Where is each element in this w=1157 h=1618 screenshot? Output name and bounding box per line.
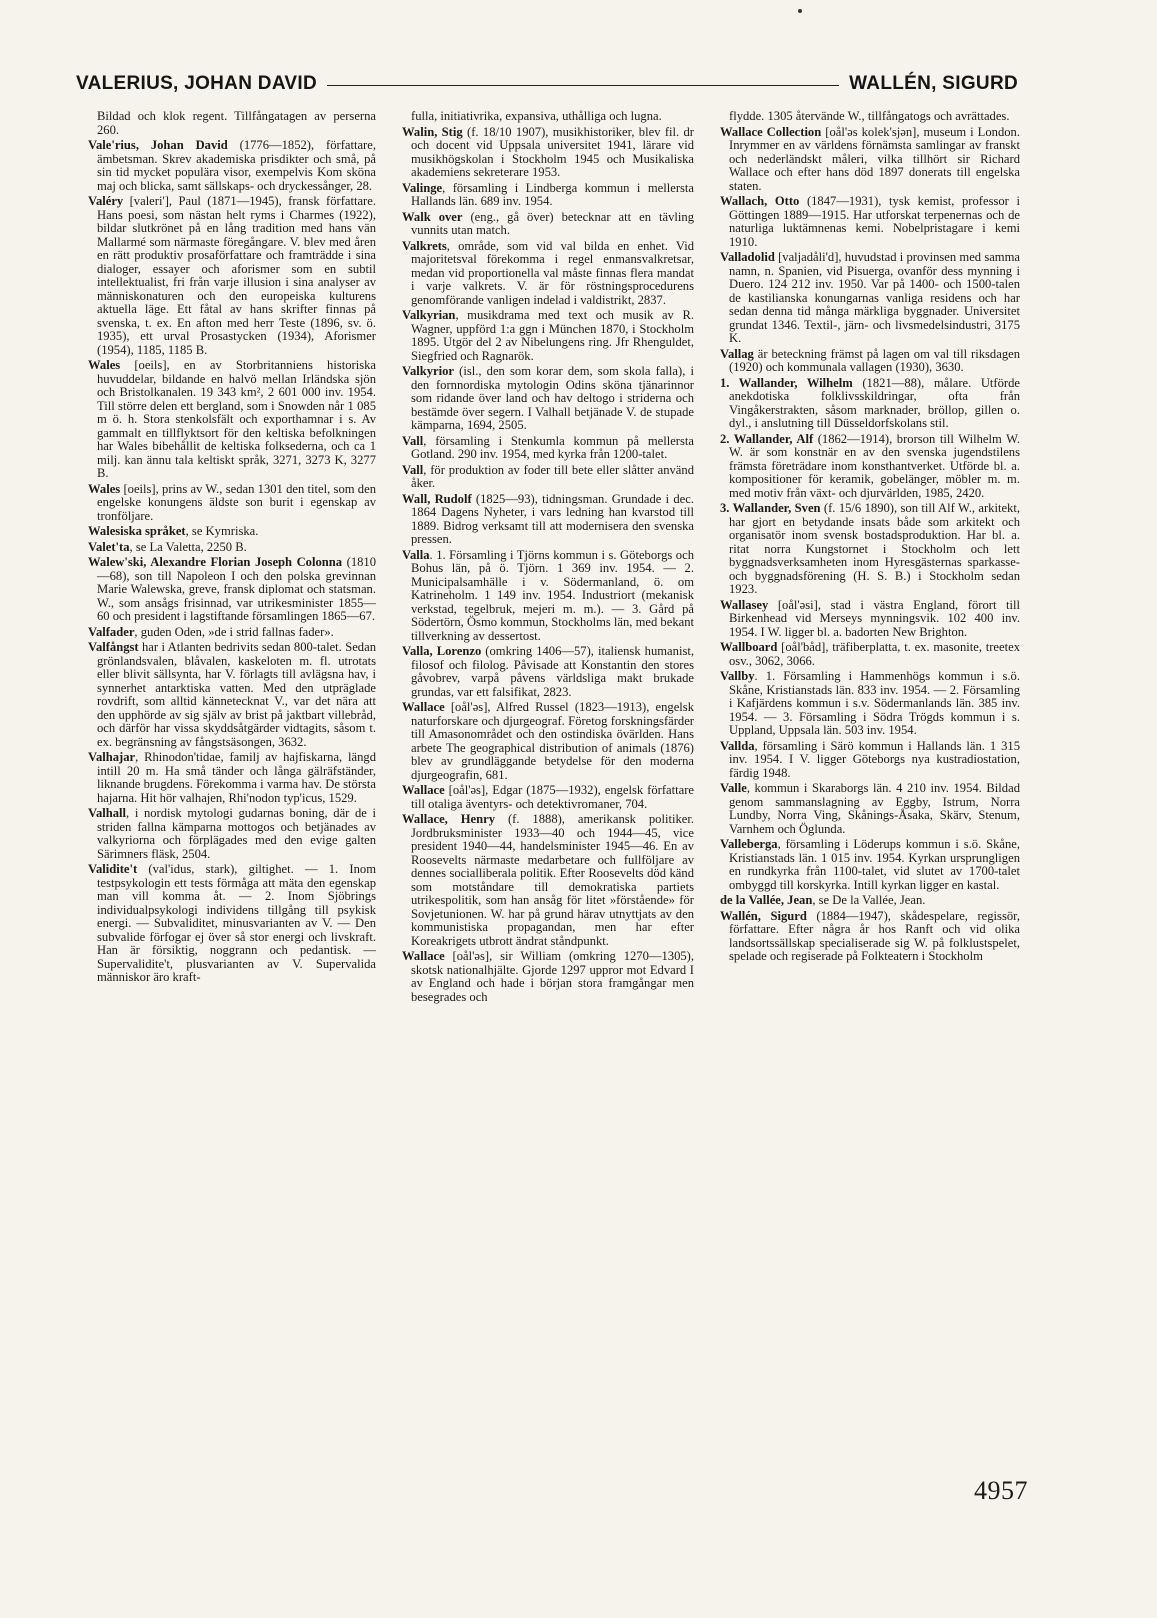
- dictionary-entry: [88, 525, 376, 539]
- entry-headword: Walin, Stig: [402, 124, 463, 139]
- entry-headword: Wallén, Sigurd: [720, 908, 807, 923]
- entry-text: (f. 1888), amerikansk politiker. Jordbruksminister 1933—40 och 1944—45, vice president 1940—44, handelsminister 1945—46. En av Roosevelts närmaste medarbetare och fullföljare av dennes socialliberala politik. Efter Roosevelts död känd som motståndare till demokratiska partiets utrikespolitik, som han ansåg för litet »förstående» för Sovjetunionen. W. har på grund härav utnyttjats av den kommunistiska propagandan, men har efter Koreakrigets utbrott ändrat ståndpunkt.: [411, 812, 694, 948]
- dictionary-entry: [720, 377, 1020, 431]
- entry-headword: Wales: [88, 358, 121, 372]
- entry-text: (f. 15/6 1890), son till Alf W., arkitekt, har gjort en betydande insats både som arkitekt och organisatör inom svensk bostadsproduktion. Har bl. a. ritat norra Kungstornet i Stockholm och lett byggnadsverksamheten inom Hyresgästernas sparkasse- och byggnadsförening (H. S. B.) i Stockholm sedan 1923.: [729, 501, 1020, 596]
- entry-headword: Vallda: [720, 738, 755, 753]
- entry-text: (val'idus, stark), giltighet. — 1. Inom testpsykologin ett tests förmåga att mäta den egenskap man vill komma åt. — 2. Inom Sjöbrings individualpsykologi individens tillgång till psykisk energi. — Subvaliditet, minusvarianten av V. — Den subvalide förfogar ej över så stor energi och livskraft. Han är försiktig, noggrann och pedantisk. — Supervalidite't, plusvarianten av V. Supervalida människor äro kraft-: [97, 862, 376, 984]
- entry-text: , församling i Lindberga kommun i mellersta Hallands län. 689 inv. 1954.: [411, 180, 694, 208]
- dictionary-entry: [720, 433, 1020, 501]
- entry-headword: Valinge: [402, 180, 443, 195]
- entry-text: har i Atlanten bedrivits sedan 800-talet. Sedan grönlandsvalen, blåvalen, kaskeloten m. fl. utrotats eller blivit sällsynta, har V. förlagts till avlägsna hav, i synnerhet antarktiska vatten. Med den utpräglade rovdrift, som alltid kännetecknat V., var det nära att den upphörde av sig själv av brist på jaktbart villebråd, och därför har vissa skyddsåtgärder vidtagits, såsom t. ex. begränsning av fångstsäsongen, 3632.: [97, 640, 376, 749]
- entry-text: är beteckning främst på lagen om val till riksdagen (1920) och kommunala vallagen (1930), 3630.: [729, 346, 1020, 374]
- entry-headword: Valle: [720, 781, 747, 795]
- page-number: 4957: [974, 1476, 1028, 1505]
- entry-headword: Valfader: [88, 624, 135, 639]
- entry-text: , se La Valetta, 2250 B.: [129, 539, 247, 554]
- entry-text: , guden Oden, »de i strid fallnas fader».: [134, 624, 334, 639]
- entry-text: (1825—93), tidningsman. Grundade i dec. 1864 Dagens Nyheter, i vars ledning han kvarstod till 1889. Bidrog verksamt till att modernisera den svenska pressen.: [411, 491, 694, 546]
- dictionary-entry: [402, 493, 694, 547]
- entry-headword: Walew'ski, Alexandre Florian Joseph Colonna: [88, 555, 343, 569]
- dictionary-entry: [720, 126, 1020, 194]
- entry-text: [oeils], en av Storbritanniens historiska huvuddelar, bildande en halvö mellan Irländska sjön och Bristolkanalen. 19 343 km², 2 601 000 inv. 1954. Till större delen ett bergland, som i Snowden når 1 085 m ö. h. Stora stenkolsfält och exporthamnar i s. Av gammalt en tillflyktsort för den keltiska befolkningen har Wales bibehållit de keltiska folksederna, och ca 1 milj. kan ännu tala keltiskt språk, 3271, 3273 K, 3277 B.: [97, 358, 376, 480]
- entry-text: [oål'əs], Alfred Russel (1823—1913), engelsk naturforskare och djurgeograf. Företog forskningsfärder till Amasonområdet och den ostindiska övärlden. Hans arbete The geographical distribution of animals (1876) blev av grundläggande betydelse för den moderna djurgeografin, 681.: [411, 700, 694, 782]
- entry-headword: Wallboard: [720, 640, 778, 654]
- entry-headword: Valhall: [88, 806, 127, 820]
- dictionary-entry: [402, 211, 694, 238]
- entry-headword: Valladolid: [720, 250, 775, 264]
- entry-headword: Valkyrian: [402, 308, 456, 322]
- dictionary-entry: [402, 701, 694, 782]
- entry-text: , kommun i Skaraborgs län. 4 210 inv. 1954. Bildad genom sammanslagning av Eggby, Istrum, Norra Lundby, Norra Ving, Skånings-Åsaka, Skärv, Stenum, Varnhem och Öglunda.: [729, 781, 1020, 836]
- dictionary-entry: [402, 435, 694, 462]
- entry-text: [oål'əs], Edgar (1875—1932), engelsk författare till otaliga äventyrs- och detektivromaner, 704.: [411, 783, 694, 811]
- dictionary-entry: [88, 556, 376, 624]
- continued-entry: [88, 110, 376, 137]
- dictionary-entry: [402, 813, 694, 948]
- dictionary-entry: [720, 838, 1020, 892]
- entry-text: (1821—88), målare. Utförde anekdotiska folklivsskildringar, ofta från Vingåkerstrakten, såsom marknader, bröllop, gillen o. dyl., i anslutning till Düsseldorfskolans stil.: [729, 375, 1020, 430]
- entry-text: , församling i Särö kommun i Hallands län. 1 315 inv. 1954. I V. ligger Göteborgs nya kustradiostation, färdig 1948.: [729, 738, 1020, 780]
- entry-text: [valjadåli'd], huvudstad i provinsen med samma namn, n. Spanien, vid Pisuerga, ovanför dess mynning i Duero. 124 212 inv. 1950. Var på 1400- och 1500-talen de kastilianska konungarnas vanliga residens och har sedan denna tid många märkliga byggnader. Universitet grundat 1346. Textil-, järn- och livsmedelsindustri, 3175 K.: [729, 250, 1020, 345]
- entry-text: [valeri'], Paul (1871—1945), fransk författare. Hans poesi, som nästan helt ryms i Charmes (1922), bildar slutkrönet på en lång tradition med hans vän Mallarmé som närmaste föregångare. V. blev med åren en rätt produktiv prosaförfattare och framträdde i sina dialoger, essayer och aforismer som en subtil intellektualist, fri från varje illusion i sina analyser av människonaturen och den europeiska kulturens aktuella läge. Ett fåtal av hans skrifter finnas på svenska, t. ex. En afton med herr Teste (1896, sv. ö. 1935), ett urval Prosastycken (1934), Aforismer (1954), 1185, 1185 B.: [97, 194, 376, 357]
- dictionary-entry: [402, 365, 694, 433]
- entry-headword: Walk over: [402, 209, 463, 224]
- entry-text: , för produktion av foder till bete eller slåtter använd åker.: [411, 462, 694, 490]
- dictionary-entry: [88, 807, 376, 861]
- dictionary-entry: [88, 541, 376, 555]
- entry-headword: Walesiska språket: [88, 524, 186, 538]
- entry-text: , Rhinodon'tidae, familj av hajfiskarna, längd intill 20 m. Ha små tänder och långa gälräfständer, liknande brugdens. Förekomma i varma hav. De största hajarna. Hit hör valhajen, Rhi'nodon typ'icus, 1529.: [97, 750, 376, 805]
- entry-headword: Vale'rius, Johan David: [88, 138, 228, 152]
- text-column-2: [402, 110, 694, 1485]
- entry-headword: Wallach, Otto: [720, 194, 800, 208]
- entry-text: (1776—1852), författare, ämbetsman. Skrev akademiska prisdikter och små, på sin tid mycket populära visor, exempelvis Kom sköna maj och blicka, samt sällskaps- och dryckessånger, 28.: [97, 138, 376, 193]
- entry-headword: Wallace: [402, 783, 445, 797]
- dictionary-entry: [88, 751, 376, 805]
- dictionary-entry: [720, 195, 1020, 249]
- dictionary-entry: [402, 309, 694, 363]
- running-header: [76, 72, 1018, 96]
- dictionary-entry: [720, 599, 1020, 640]
- entry-headword: Vallby: [720, 669, 755, 683]
- dictionary-entry: [402, 784, 694, 811]
- dictionary-entry: [720, 502, 1020, 597]
- entry-text: , i nordisk mytologi gudarnas boning, där de i striden fallna kämparna mottogos och betjänades av valkyriorna och förplägades med den evige galten Särimners fläsk, 2504.: [97, 806, 376, 861]
- entry-text: . 1. Församling i Tjörns kommun i s. Göteborgs och Bohus län, på ö. Tjörn. 1 369 inv. 1954. — 2. Municipalsamhälle i v. Södermanland, ö. om Katrineholm. 1 149 inv. 1954. Industriort (mekanisk verkstad, tegelbruk, mejeri m. m.). — 3. Gård på Södertörn, Ösmo kommun, Stockholms län, med bekant tillverkning av dessertost.: [411, 547, 694, 643]
- entry-headword: Valhajar: [88, 750, 136, 764]
- entry-text: Bildad och klok regent. Tillfångatagen av perserna 260.: [97, 110, 376, 137]
- dictionary-entry: [402, 182, 694, 209]
- continued-entry: [720, 110, 1020, 124]
- dictionary-entry: [88, 641, 376, 749]
- entry-headword: Wales: [88, 481, 121, 496]
- dictionary-entry: [88, 626, 376, 640]
- entry-text: , se Kymriska.: [185, 524, 259, 538]
- header-right-guide-word: WALLÉN, SIGURD: [849, 73, 1018, 94]
- entry-headword: 1. Wallander, Wilhelm: [720, 375, 853, 390]
- entry-text: [oål'əs kolek'sjən], museum i London. Inrymmer en av världens förnämsta samlingar av franskt och nederländskt måleri, vilka tillhört sir Richard Wallace och efter hans död 1897 donerats till engelska staten.: [729, 124, 1020, 193]
- entry-text: (eng., gå över) betecknar att en tävling vunnits utan match.: [411, 209, 694, 237]
- dictionary-entry: [402, 645, 694, 699]
- entry-text: fulla, initiativrika, expansiva, uthålliga och lugna.: [411, 110, 662, 123]
- entry-headword: Valkrets: [402, 238, 447, 253]
- entry-headword: Wallasey: [720, 597, 769, 612]
- entry-text: , musikdrama med text och musik av R. Wagner, uppförd 1:a ggn i München 1870, i Stockholm 1895. Utgör del 2 av Nibelungens ring. Jfr Rhenguldet, Siegfried och Ragnarök.: [411, 308, 694, 363]
- text-column-1: [88, 110, 376, 1485]
- header-left-guide-word: VALERIUS, JOHAN DAVID: [76, 73, 318, 94]
- dictionary-entry: [720, 782, 1020, 836]
- dictionary-entry: [88, 863, 376, 985]
- entry-headword: 3. Wallander, Sven: [720, 501, 821, 515]
- entry-text: (1810—68), son till Napoleon I och den polska grevinnan Marie Walewska, greve, fransk diplomat och statsman. W., som ansågs frisinnad, var utrikesminister 1855—60 och president i lagstiftande församlingen 1865—67.: [97, 555, 376, 623]
- dictionary-entry: [720, 894, 1020, 908]
- dictionary-entry: [720, 251, 1020, 346]
- entry-text: , se De la Vallée, Jean.: [812, 893, 926, 907]
- header-rule: [327, 85, 839, 86]
- dictionary-entry: [88, 195, 376, 357]
- dictionary-entry: [720, 670, 1020, 738]
- entry-text: [oål'əsi], stad i västra England, förort till Birkenhead vid Merseys mynningsvik. 102 400 inv. 1954. I W. ligger bl. a. badorten New Brighton.: [729, 597, 1020, 639]
- print-speck: [798, 9, 802, 13]
- dictionary-entry: [88, 483, 376, 524]
- entry-headword: Valet'ta: [88, 539, 130, 554]
- entry-headword: Wallace, Henry: [402, 812, 496, 826]
- entry-headword: Wallace: [402, 700, 445, 714]
- entry-text: (isl., den som korar dem, som skola falla), i den fornnordiska mytologin Odins sköna tjänarinnor som ridande över land och hav deltogo i striderna och bestämde över segern. I Valhall betjänade V. de stupade kämparna, 1694, 2505.: [411, 364, 694, 432]
- entry-text: , församling i Löderups kommun i s.ö. Skåne, Kristianstads län. 1 015 inv. 1954. Kyrkan ursprungligen en rundkyrka från 1100-talet, vid slutet av 1700-talet ombyggd till korskyrka. Intill kyrkan ligger en kastal.: [729, 837, 1020, 892]
- entry-headword: Wallace Collection: [720, 124, 822, 139]
- entry-headword: Valla: [402, 547, 430, 562]
- entry-text: , område, som vid val bilda en enhet. Vid majoritetsval förekomma i regel enmansvalkretsar, medan vid proportionella val måste finnas flera mandat i varje valkrets. V. är för röstningsprocedurens genomförande vanligen indelad i valdistrikt, 2837.: [411, 238, 694, 307]
- entry-headword: Valla, Lorenzo: [402, 644, 482, 658]
- entry-text: (1862—1914), brorson till Wilhelm W. W. är som konstnär en av den svenska jugendstilens främsta företrädare inom konsthantverket. Utförde bl. a. kompositioner för keramik, gobelänger, möbler m. m. med motiv från växt- och djurvärlden, 1985, 2420.: [729, 431, 1020, 500]
- continued-entry: [402, 110, 694, 124]
- entry-text: , församling i Stenkumla kommun på mellersta Gotland. 290 inv. 1954, med kyrka från 1200-talet.: [411, 433, 694, 461]
- entry-headword: 2. Wallander, Alf: [720, 431, 814, 446]
- text-column-3: [720, 110, 1020, 1485]
- dictionary-entry: [402, 240, 694, 308]
- dictionary-entry: [720, 910, 1020, 964]
- dictionary-entry: [402, 126, 694, 180]
- dictionary-entry: [720, 348, 1020, 375]
- dictionary-entry: [88, 139, 376, 193]
- entry-text: (f. 18/10 1907), musikhistoriker, blev fil. dr och docent vid Uppsala universitet 1941, lärare vid musikhögskolan i Stockholm 1945 och Musikaliska akademiens sekreterare 1953.: [411, 124, 694, 179]
- entry-headword: Valfångst: [88, 640, 139, 654]
- entry-text: (1847—1931), tysk kemist, professor i Göttingen 1889—1915. Har utforskat terpenernas och de naturliga luktämnenas kemi. Nobelpristagare i kemi 1910.: [729, 194, 1020, 249]
- entry-text: . 1. Församling i Hammenhögs kommun i s.ö. Skåne, Kristianstads län. 833 inv. 1954. — 2. Församling i Kafjärdens kommun i s.v. Södermanlands län. 385 inv. 1954. — 3. Församling i Södra Trögds kommun i s. Uppland, Uppsala län. 503 inv. 1954.: [729, 669, 1020, 737]
- entry-text: (1884—1947), skådespelare, regissör, författare. Efter några år hos Ranft och vid olika landsortssällskap specialiserade sig W. på folklustspelet, spelade och regiserade på Folkteatern i Stockholm: [729, 908, 1020, 963]
- entry-headword: Vall: [402, 462, 424, 477]
- entry-text: (omkring 1406—57), italiensk humanist, filosof och filolog. Påvisade att Konstantin den stores gåvobrev, varpå påvens världsliga makt brukade grundas, var ett falsifikat, 2823.: [411, 644, 694, 699]
- dictionary-entry: [402, 464, 694, 491]
- entry-headword: Vallag: [720, 346, 754, 361]
- entry-headword: Vall: [402, 433, 424, 448]
- dictionary-entry: [720, 641, 1020, 668]
- entry-headword: Wallace: [402, 949, 445, 963]
- dictionary-entry: [720, 740, 1020, 781]
- entry-headword: Valkyrior: [402, 364, 455, 378]
- dictionary-entry: [88, 359, 376, 481]
- entry-text: [oål'båd], träfiberplatta, t. ex. masonite, treetex osv., 3062, 3066.: [729, 640, 1020, 668]
- entry-text: [oål'əs], sir William (omkring 1270—1305), skotsk nationalhjälte. Gjorde 1297 uppror mot Edvard I av England och hade i början stora framgångar men besegrades och: [411, 949, 694, 1004]
- entry-text: flydde. 1305 återvände W., tillfångatogs och avrättades.: [729, 110, 1010, 123]
- entry-headword: Wall, Rudolf: [402, 491, 472, 506]
- entry-headword: Validite't: [88, 862, 138, 876]
- dictionary-entry: [402, 950, 694, 1004]
- entry-text: [oeils], prins av W., sedan 1301 den titel, som den engelske konungens äldste son burit i egenskap av tronföljare.: [97, 481, 376, 523]
- entry-headword: Valéry: [88, 194, 124, 208]
- entry-headword: Valleberga: [720, 837, 778, 851]
- entry-headword: de la Vallée, Jean: [720, 893, 813, 907]
- dictionary-entry: [402, 549, 694, 644]
